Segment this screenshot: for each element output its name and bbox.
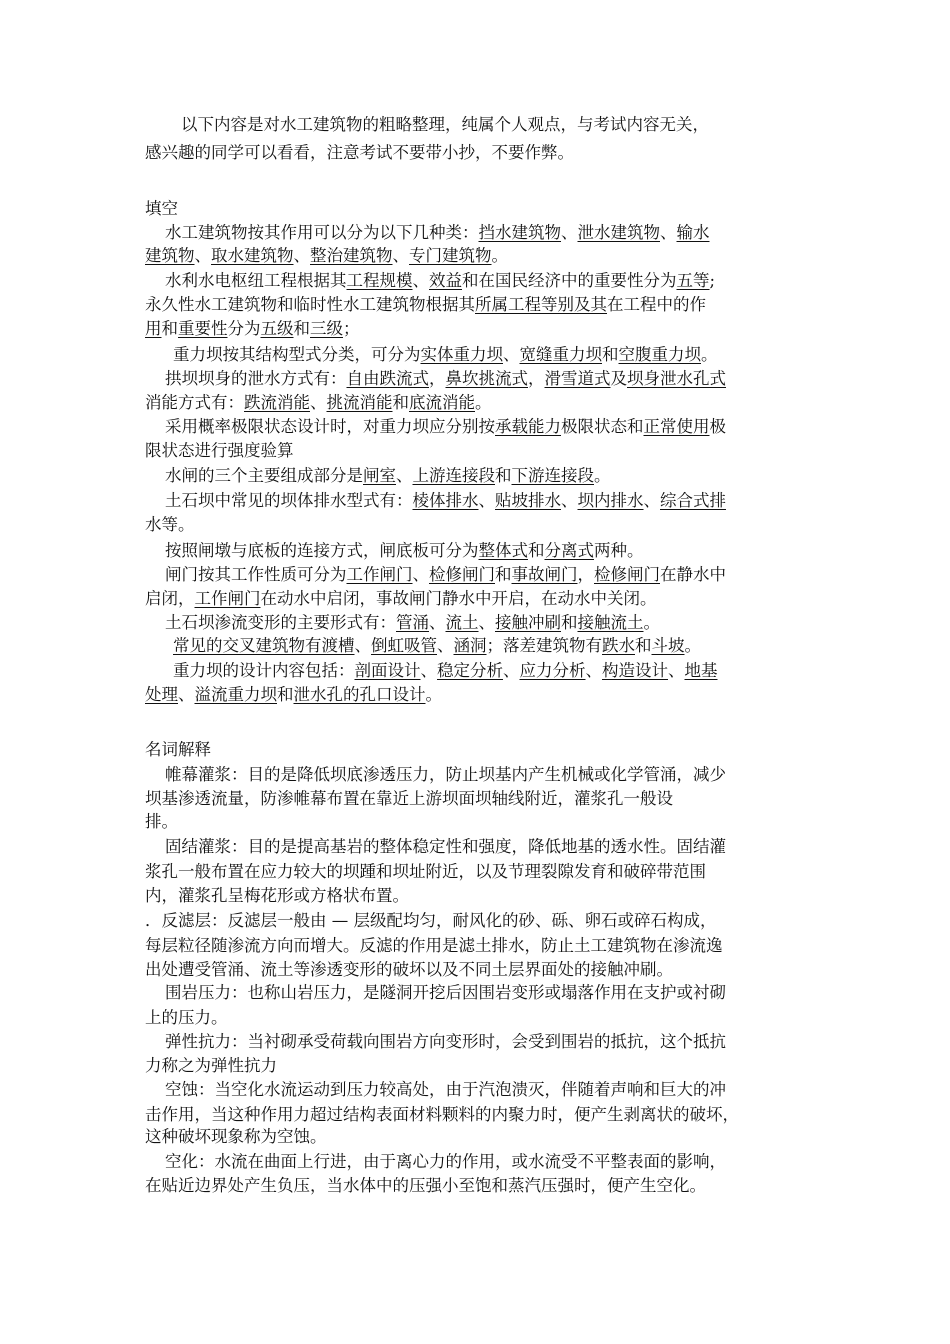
text-segment: 。 [701,345,718,364]
text-segment: 以下内容是对水工建筑物的粗略整理，纯属个人观点，与考试内容无关， [181,115,709,134]
text-segment: 渡槽 [321,636,355,655]
text-segment: 效益 [429,271,462,290]
text-segment: 分离式 [544,541,594,560]
text-segment: 跌流消能 [244,393,310,412]
text-segment: 、 [178,685,195,704]
text-segment: 底流消能 [409,393,475,412]
text-segment: 处理 [145,685,178,704]
text-segment: 涵洞 [453,636,487,655]
text-line [145,438,294,463]
text-segment: 两种。 [594,541,644,560]
text-line [165,562,726,587]
text-segment: 空腹重力坝 [618,345,701,364]
text-segment: 及 [610,369,627,388]
text-segment: 和 [561,613,578,632]
text-segment: 、 [503,661,520,680]
text-segment: 在静水中 [660,565,726,584]
text-segment: 和 [277,685,294,704]
text-line [165,414,726,439]
text-segment: 、 [293,246,310,265]
text-segment: 闸室 [363,466,396,485]
text-segment: 上的压力。 [145,1008,228,1027]
text-segment: 、 [310,393,327,412]
text-segment: 宽缝重力坝 [519,345,602,364]
text-segment: 、 [429,613,446,632]
text-segment: 、 [194,246,211,265]
text-segment: 滑雪道式 [544,369,611,388]
text-segment: 五级 [260,319,294,338]
text-segment: 、 [585,661,602,680]
text-segment: 感兴趣的同学可以看看，注意考试不要带小抄，不要作弊。 [145,143,574,162]
text-segment: 内，灌浆孔呈梅花形或方格状布置。 [145,886,409,905]
text-segment: 闸门按其工作性质可分为 [165,565,347,584]
text-line [145,933,723,958]
text-line [165,220,710,245]
text-segment: 出处遭受管涌、流土等渗透变形的破坏以及不同土层界面处的接触冲刷。 [145,960,673,979]
text-segment: 、 [478,491,495,510]
text-segment: 等。 [161,515,195,534]
text-segment: 弹性抗力：当衬砌承受荷载向围岩方向变形时，会受到围岩的抵抗，这个抵抗 [165,1032,726,1051]
text-segment: 和 [495,466,512,485]
text-segment: 用 [145,319,162,338]
text-segment: ， [429,369,446,388]
text-segment: 击作用，当这种作用力超过结构表面材料颗料的内聚力时，便产生剥离状的破坏， [145,1105,739,1124]
text-segment: 在工程中的作 [607,295,706,314]
text-segment: 和 [635,636,652,655]
text-segment: 、 [420,661,437,680]
text-segment: 和在国民经济中的重要性分为 [462,271,677,290]
text-segment: 剖面设计 [354,661,421,680]
text-segment: 检修闸门 [594,565,660,584]
text-segment: 实体重力坝 [420,345,503,364]
text-segment: 、 [668,661,685,680]
text-segment: 、 [412,271,429,290]
text-segment: 构造设计 [602,661,668,680]
text-segment: 帷幕灌浆：目的是降低坝底渗透压力，防止坝基内产生机械或化学管涌，减少 [165,765,726,784]
text-line [145,390,492,415]
text-segment: 。 [684,636,701,655]
text-segment: 贴坡排水 [495,491,561,510]
text-segment: 所属工程等别 [475,295,574,314]
text-segment: 鼻坎挑流式 [445,369,528,388]
text-segment: 土石坝渗流变形的主要形式有： [165,613,396,632]
text-segment: ; [709,271,716,290]
text-segment: 、 [354,636,371,655]
text-line [173,658,718,683]
text-segment: 极 [709,417,726,436]
text-line [145,140,574,165]
text-segment: 土石坝中常见的坝体排水型式有： [165,491,413,510]
text-line [145,786,673,811]
text-segment: 坝内排水 [577,491,644,510]
text-segment: 这种破坏现象称为空蚀。 [145,1127,327,1146]
text-line [173,342,718,367]
text-line [165,610,660,635]
text-segment: 泄水建筑物 [577,223,660,242]
text-segment: 排。 [145,812,178,831]
text-segment: 拱坝坝身的泄水方式有： [165,369,347,388]
text-segment: ； [343,319,360,338]
text-segment: 、 [503,345,520,364]
text-segment: 。 [491,246,508,265]
text-segment: 整体式 [478,541,528,560]
text-segment: 工作闸门 [346,565,413,584]
text-line [145,292,706,317]
text-segment: 地基 [684,661,718,680]
text-segment: 检修闸门 [429,565,495,584]
text-segment: 在贴近边界处产生负压，当水体中的压强小至饱和蒸汽压强时，便产生空化。 [145,1176,706,1195]
text-segment: 管涌 [396,613,429,632]
text-segment: 接触冲刷 [495,613,561,632]
text-segment: 工程规模 [346,271,413,290]
text-segment: 斗坡 [651,636,685,655]
text-line [165,463,611,488]
text-line [145,316,360,341]
text-segment: 、 [437,636,454,655]
text-segment: 溢流重力坝 [194,685,277,704]
text-line [145,908,717,933]
text-segment: 承载能力 [495,417,561,436]
text-segment: 事故闸门 [511,565,578,584]
text-segment: 输水 [676,223,710,242]
text-line [145,883,409,908]
text-line [173,633,701,658]
text-line [165,1077,726,1102]
text-line [145,1053,277,1078]
text-segment: 流土 [445,613,479,632]
text-segment: 限状态进行强度验算 [145,441,294,460]
text-segment: 和 [495,565,512,584]
text-line [181,112,709,137]
text-segment: 每层粒径随渗流方向而增大。反滤的作用是滤土排水，防止土工建筑物在渗流逸 [145,936,723,955]
text-line [145,1124,327,1149]
text-segment: 按照闸墩与底板的连接方式，闸底板可分为 [165,541,479,560]
text-line [145,809,178,834]
text-segment: 极限状态和 [561,417,644,436]
text-segment: 和 [602,345,619,364]
text-segment: 。 [643,613,660,632]
text-line [165,488,726,513]
text-segment: 棱体排水 [412,491,479,510]
text-segment: 水工建筑物按其作用可以分为以下几种类： [165,223,479,242]
text-line [165,538,644,563]
text-line [145,957,673,982]
text-segment: 。 [425,685,442,704]
text-segment: 坝基渗透流量，防渗帷幕布置在靠近上游坝面坝轴线附近，灌浆孔一般设 [145,789,673,808]
text-segment: ．反滤层：反滤层一般由 — 层级配均匀，耐风化的砂、砾、卵石或碎石构成， [145,911,717,930]
text-segment: 挑流消能 [326,393,393,412]
text-segment: 常见的交叉建筑物有 [173,636,322,655]
text-segment: 和 [161,319,178,338]
text-segment: 水闸的三个主要组成部分是 [165,466,363,485]
text-segment: 重力坝按其结构型式分类，可分为 [173,345,421,364]
text-segment: 自由跌流式 [346,369,429,388]
text-segment: 名词解释 [145,740,211,759]
text-segment: 。 [594,466,611,485]
text-segment: 上游连接段 [412,466,495,485]
text-segment: 工作闸门 [194,589,261,608]
text-segment: 填空 [145,199,178,218]
text-segment: 力称之为弹性抗力 [145,1056,277,1075]
text-segment: 空化：水流在曲面上行进，由于离心力的作用，或水流受不平整表面的影响， [165,1152,726,1171]
text-segment: 坝身泄水孔式 [627,369,726,388]
text-segment: 建筑物 [145,246,195,265]
text-segment: 浆孔一般布置在应力较大的坝踵和坝址附近，以及节理裂隙发育和破碎带范围 [145,862,706,881]
text-segment: 重要性 [178,319,228,338]
text-segment: 接触流土 [577,613,644,632]
text-line [165,1149,726,1174]
text-line [165,980,726,1005]
text-segment: 。 [475,393,492,412]
text-segment: 正常使用 [643,417,710,436]
text-segment: 应力分析 [519,661,586,680]
text-segment: 、 [643,491,660,510]
text-line [145,1005,228,1030]
text-segment: 五等 [676,271,710,290]
text-segment: 水 [145,515,162,534]
text-line [145,586,657,611]
text-segment: 分为 [227,319,261,338]
text-segment: 整治建筑物 [310,246,393,265]
text-segment: ， [577,565,594,584]
text-segment: 、 [396,466,413,485]
text-line [165,1029,726,1054]
text-line [145,1173,706,1198]
text-segment: 在动水中启闭，事故闸门静水中开启，在动水中关闭。 [260,589,657,608]
text-segment: 水利水电枢纽工程根据其 [165,271,347,290]
text-segment: 消能方式有： [145,393,244,412]
section-heading [145,196,178,221]
text-segment: 及其 [574,295,607,314]
text-segment: 围岩压力：也称山岩压力，是隧洞开挖后因围岩变形或塌落作用在支护或衬砌 [165,983,726,1002]
text-segment: 空蚀：当空化水流运动到压力较高处，由于汽泡溃灭，伴随着声响和巨大的冲 [165,1080,726,1099]
text-segment: 、 [561,491,578,510]
text-segment: 下游连接段 [511,466,594,485]
text-segment: 三级 [310,319,343,338]
text-line [165,834,726,859]
text-segment: 、 [392,246,409,265]
text-segment: 专门建筑物 [409,246,492,265]
text-line [145,682,442,707]
text-segment: 启闭， [145,589,195,608]
text-segment: 取水建筑物 [211,246,294,265]
text-segment: 、 [478,613,495,632]
text-segment: 跌水 [602,636,635,655]
text-segment: 、 [561,223,578,242]
text-line [165,366,726,391]
text-segment: 永久性水工建筑物和临时性水工建筑物根据其 [145,295,475,314]
text-segment: ， [528,369,545,388]
text-line [145,512,195,537]
text-segment: ；落差建筑物有 [486,636,602,655]
section-heading [145,737,211,762]
text-segment: 挡水建筑物 [478,223,561,242]
text-line [145,243,508,268]
text-segment: 和 [392,393,409,412]
text-segment: 固结灌浆：目的是提高基岩的整体稳定性和强度，降低地基的透水性。固结灌 [165,837,726,856]
text-line [165,268,715,293]
text-segment: 、 [412,565,429,584]
text-segment: 重力坝的设计内容包括： [173,661,355,680]
text-segment: 和 [293,319,310,338]
text-segment: 、 [660,223,677,242]
text-segment: 综合式排 [660,491,726,510]
text-segment: 稳定分析 [437,661,503,680]
text-line [165,762,726,787]
text-line [145,859,706,884]
text-segment: 泄水孔的孔口设计 [293,685,426,704]
text-segment: 和 [528,541,545,560]
text-segment: 倒虹吸管 [371,636,437,655]
text-segment: 采用概率极限状态设计时，对重力坝应分别按 [165,417,495,436]
